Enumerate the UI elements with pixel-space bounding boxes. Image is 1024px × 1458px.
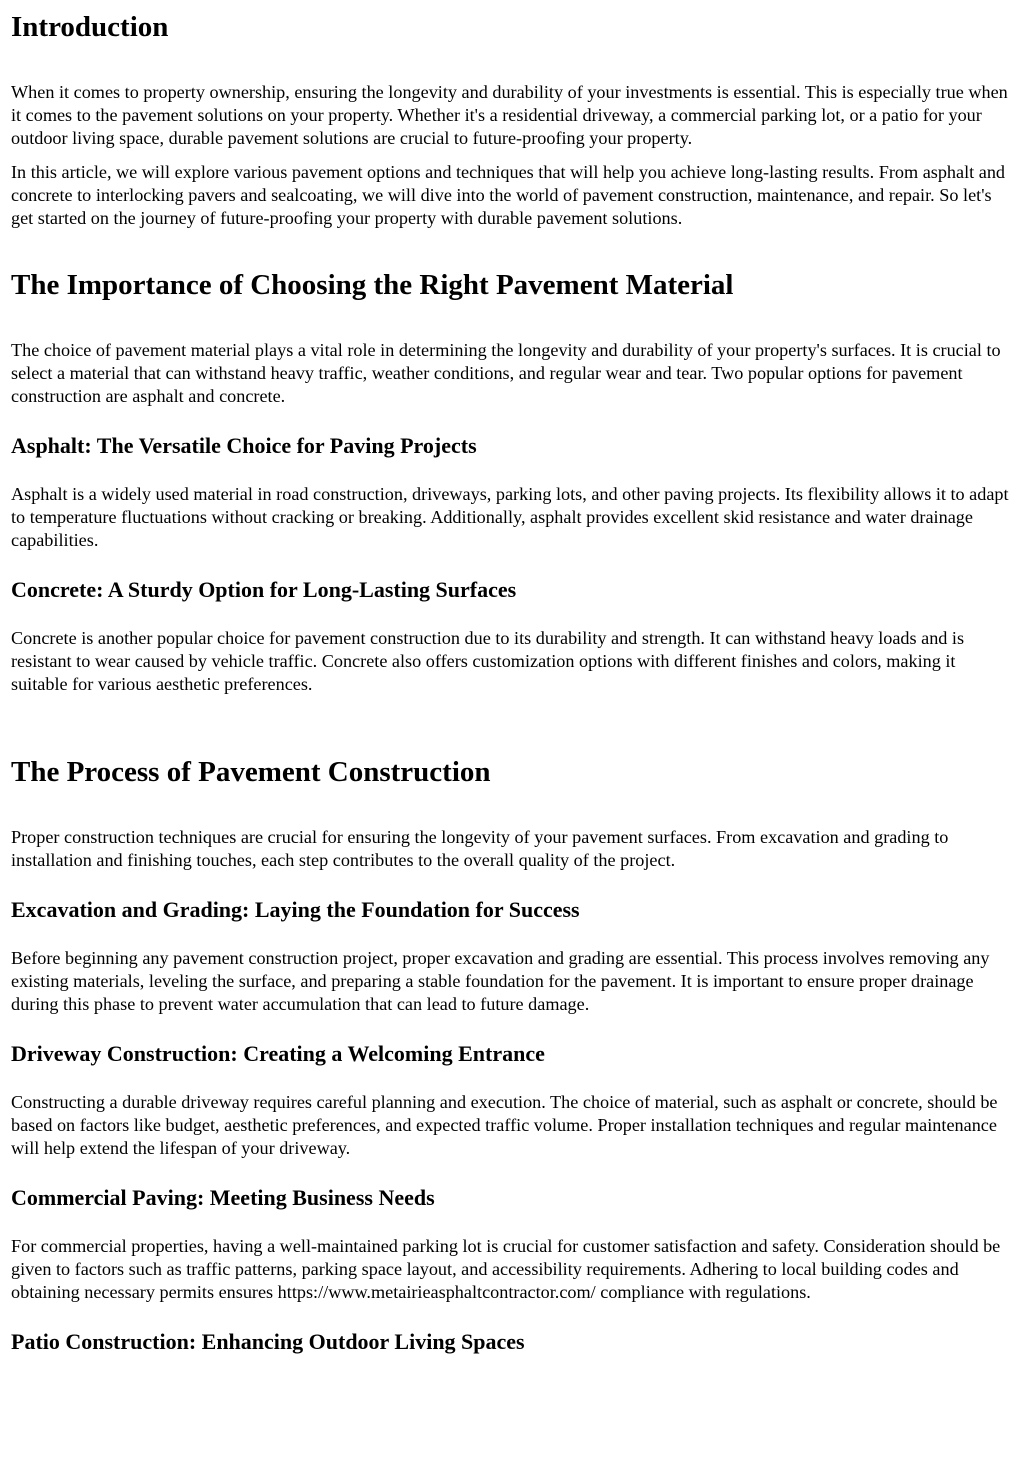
- article: [0, 10, 1024, 1355]
- heading-concrete: Concrete: A Sturdy Option for Long-Lasting Surfaces: [11, 577, 517, 602]
- heading-importance: The Importance of Choosing the Right Pavement Material: [11, 269, 734, 301]
- heading-process: The Process of Pavement Construction: [11, 756, 491, 788]
- heading-asphalt: Asphalt: The Versatile Choice for Paving Projects: [11, 433, 477, 458]
- paragraph-intro-2: In this article, we will explore various pavement options and techniques that will help you achieve long-lasting results. From asphalt and concrete to interlocking pavers and sealcoating, we will dive into the world of pavement construction, maintenance, and repair. So let's get started on the journey of future-proofing your property with durable pavement solutions.: [11, 162, 1006, 228]
- paragraph-concrete: Concrete is another popular choice for pavement construction due to its durability and strength. It can withstand heavy loads and is resistant to wear caused by vehicle traffic. Concrete also offers customization options with different finishes and colors, making it suitable for various aesthetic preferences.: [11, 628, 965, 694]
- paragraph-commercial: For commercial properties, having a well-maintained parking lot is crucial for customer satisfaction and safety. Consideration should be given to factors such as traffic patterns, parking space layout, and accessibility requirements. Adhering to local building codes and obtaining necessary permits ensures https://www.metairieasphaltcontractor.com/ compliance with regulations.: [11, 1236, 1001, 1302]
- paragraph-intro-1: When it comes to property ownership, ensuring the longevity and durability of your investments is essential. This is especially true when it comes to the pavement solutions on your property. Whether it's a residential driveway, a commercial parking lot, or a patio for your outdoor living space, durable pavement solutions are crucial to future-proofing your property.: [11, 82, 1008, 148]
- heading-introduction: Introduction: [11, 11, 169, 43]
- heading-commercial: Commercial Paving: Meeting Business Needs: [11, 1185, 435, 1210]
- paragraph-excavation: Before beginning any pavement construction project, proper excavation and grading are essential. This process involves removing any existing materials, leveling the surface, and preparing a stable foundation for the pavement. It is important to ensure proper drainage during this phase to prevent water accumulation that can lead to future damage.: [11, 948, 990, 1014]
- paragraph-driveway: Constructing a durable driveway requires careful planning and execution. The choice of material, such as asphalt or concrete, should be based on factors like budget, aesthetic preferences, and expected traffic volume. Proper installation techniques and regular maintenance will help extend the lifespan of your driveway.: [11, 1092, 998, 1158]
- paragraph-asphalt: Asphalt is a widely used material in road construction, driveways, parking lots, and other paving projects. Its flexibility allows it to adapt to temperature fluctuations without cracking or breaking. Additionally, asphalt provides excellent skid resistance and water drainage capabilities.: [11, 484, 1009, 550]
- heading-excavation: Excavation and Grading: Laying the Foundation for Success: [11, 897, 580, 922]
- paragraph-importance: The choice of pavement material plays a vital role in determining the longevity and durability of your property's surfaces. It is crucial to select a material that can withstand heavy traffic, weather conditions, and regular wear and tear. Two popular options for pavement construction are asphalt and concrete.: [11, 340, 1001, 406]
- paragraph-process: Proper construction techniques are crucial for ensuring the longevity of your pavement surfaces. From excavation and grading to installation and finishing touches, each step contributes to the overall quality of the project.: [11, 827, 949, 870]
- heading-patio: Patio Construction: Enhancing Outdoor Living Spaces: [11, 1329, 525, 1354]
- heading-driveway: Driveway Construction: Creating a Welcoming Entrance: [11, 1041, 545, 1066]
